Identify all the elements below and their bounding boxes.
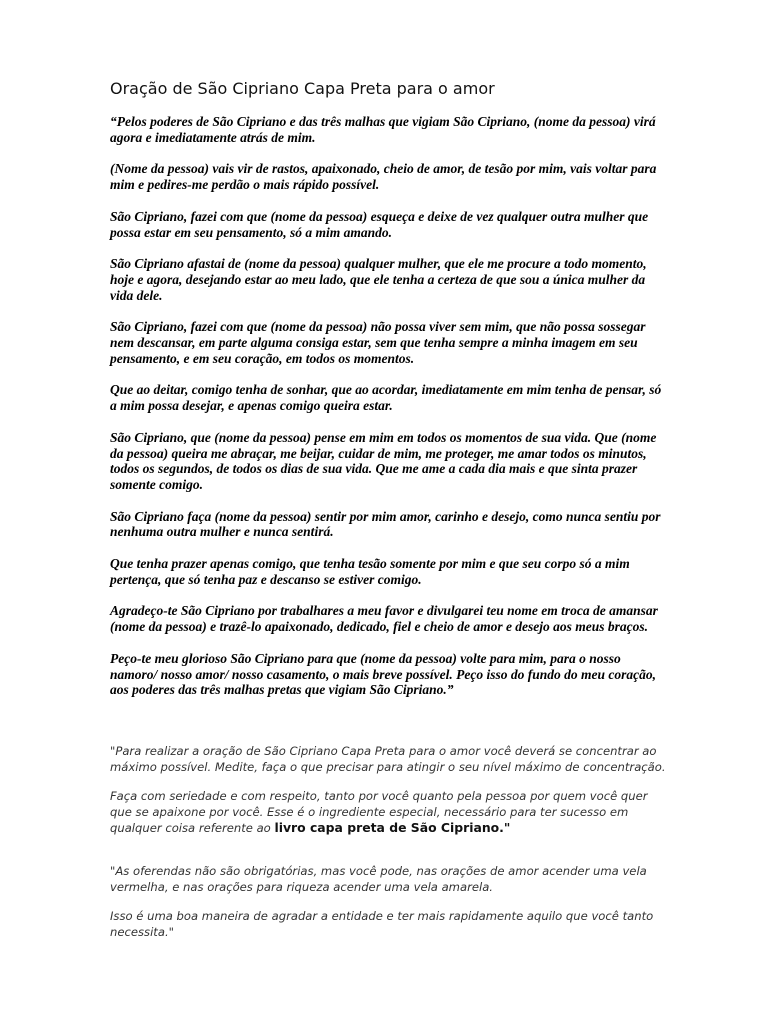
instructions-notes	[110, 744, 670, 954]
prayer-paragraph: São Cipriano, fazei com que (nome da pessoa) não possa viver sem mim, que não possa sossegar nem descansar, em parte alguma consiga estar, sem que tenha sempre a minha imagem em seu pensamento, e em seu coração, em todos os momentos.	[110, 319, 646, 366]
note-paragraph	[110, 789, 670, 837]
prayer-paragraph: São Cipriano, que (nome da pessoa) pense em mim em todos os momentos de sua vida. Que (nome da pessoa) queira me abraçar, me beijar, cuidar de mim, me proteger, me amar todos os minutos, todos os segundos, de todos os dias de sua vida. Que me ame a cada dia mais e que sinta prazer somente comigo.	[110, 429, 657, 492]
prayer-paragraph: São Cipriano, fazei com que (nome da pessoa) esqueça e deixe de vez qualquer outra mulher que possa estar em seu pensamento, só a mim amando.	[110, 208, 649, 240]
prayer-paragraph: Que tenha prazer apenas comigo, que tenha tesão somente por mim e que seu corpo só a mim pertença, que só tenha paz e descanso se estiver comigo.	[110, 556, 630, 587]
note-paragraph: "As oferendas não são obrigatórias, mas você pode, nas orações de amor acender uma vela vermelha, e nas orações para riqueza acender uma vela amarela.	[110, 863, 647, 894]
prayer-paragraph: Agradeço-te São Cipriano por trabalhares a meu favor e divulgarei teu nome em troca de amansar (nome da pessoa) e trazê-lo apaixonado, dedicado, fiel e cheio de amor e desejo aos meus braços.	[110, 603, 658, 635]
note-text: Faça com seriedade e com respeito, tanto por você quanto pela pessoa por quem você quer que se apaixone por você. Esse é o ingrediente especial, necessário para ter sucesso em qualquer coisa referente ao	[110, 789, 648, 836]
book-title-emphasis: livro capa preta de São Cipriano."	[274, 820, 511, 836]
prayer-paragraph: Peço-te meu glorioso São Cipriano para que (nome da pessoa) volte para mim, para o nosso namoro/ nosso amor/ nosso casamento, o mais breve possível. Peço isso do fundo do meu coração, aos poderes das três malhas pretas que vigiam São Cipriano.”	[110, 650, 657, 698]
prayer-text	[110, 114, 665, 714]
prayer-paragraph: “Pelos poderes de São Cipriano e das três malhas que vigiam São Cipriano, (nome da pessoa) virá agora e imediatamente atrás de mim.	[110, 114, 656, 145]
prayer-paragraph: São Cipriano faça (nome da pessoa) sentir por mim amor, carinho e desejo, como nunca sentiu por nenhuma outra mulher e nunca sentirá.	[110, 508, 661, 540]
prayer-paragraph: (Nome da pessoa) vais vir de rastos, apaixonado, cheio de amor, de tesão por mim, vais voltar para mim e pedires-me perdão o mais rápido possível.	[110, 161, 657, 193]
page-title: Oração de São Cipriano Capa Preta para o amor	[110, 79, 495, 98]
note-paragraph: "Para realizar a oração de São Cipriano Capa Preta para o amor você deverá se concentrar ao máximo possível. Medite, faça o que precisar para atingir o seu nível máximo de concentração.	[110, 744, 666, 774]
note-paragraph: Isso é uma boa maneira de agradar a entidade e ter mais rapidamente aquilo que você tanto necessita."	[110, 909, 654, 939]
prayer-paragraph: Que ao deitar, comigo tenha de sonhar, que ao acordar, imediatamente em mim tenha de pensar, só a mim possa desejar, e apenas comigo queira estar.	[110, 382, 662, 414]
prayer-paragraph: São Cipriano afastai de (nome da pessoa) qualquer mulher, que ele me procure a todo momento, hoje e agora, desejando estar ao meu lado, que ele tenha a certeza de que sou a única mulher da vida dele.	[110, 256, 647, 303]
